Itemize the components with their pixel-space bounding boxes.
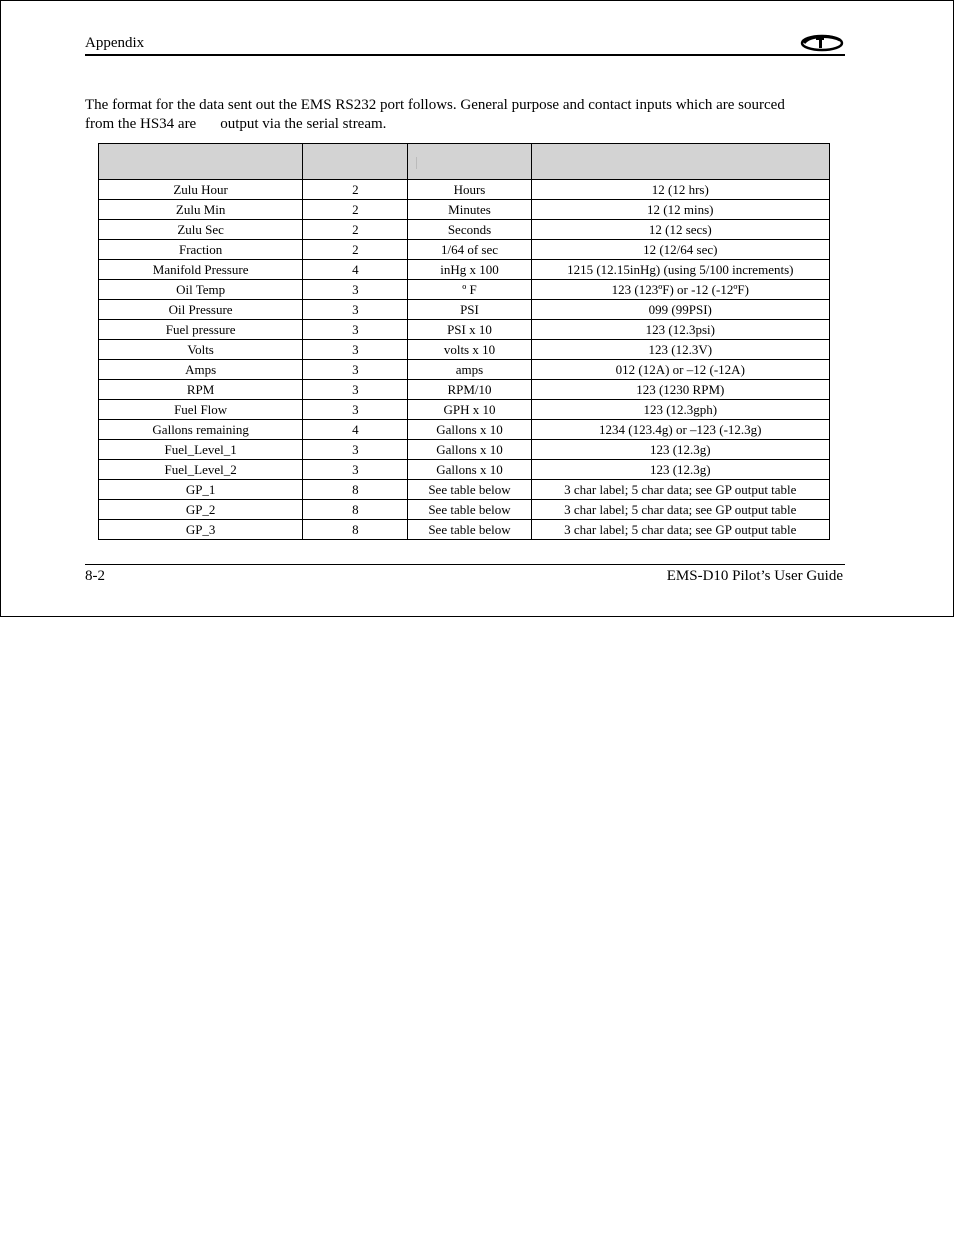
table-body <box>99 180 830 540</box>
table-cell: Fraction <box>99 240 303 260</box>
table-row <box>99 360 830 380</box>
table-cell: RPM <box>99 380 303 400</box>
table-header-cell <box>99 144 303 180</box>
table-cell: 012 (12A) or –12 (-12A) <box>531 360 829 380</box>
table-cell: Oil Temp <box>99 280 303 300</box>
intro-line-2a: from the HS34 are <box>85 116 197 132</box>
table-cell: 3 <box>303 340 408 360</box>
table-cell: amps <box>408 360 531 380</box>
table-cell: Fuel Flow <box>99 400 303 420</box>
table-cell: GPH x 10 <box>408 400 531 420</box>
table-cell: inHg x 100 <box>408 260 531 280</box>
serial-data-table <box>98 143 830 540</box>
table-cell: 8 <box>303 500 408 520</box>
table-cell: 123 (12.3psi) <box>531 320 829 340</box>
table-row <box>99 320 830 340</box>
table-cell: GP_1 <box>99 480 303 500</box>
table-cell: Manifold Pressure <box>99 260 303 280</box>
table-cell: GP_2 <box>99 500 303 520</box>
intro-line-1: The format for the data sent out the EMS RS232 port follows. General purpose and contact inputs which are sourced <box>85 97 785 113</box>
table-cell: 123 (1230 RPM) <box>531 380 829 400</box>
table-cell: Seconds <box>408 220 531 240</box>
table-cell: Fuel pressure <box>99 320 303 340</box>
table-cell: Hours <box>408 180 531 200</box>
table-cell: 1/64 of sec <box>408 240 531 260</box>
table-cell: 3 <box>303 400 408 420</box>
header-title: Appendix <box>85 35 145 51</box>
table-row <box>99 400 830 420</box>
table-row <box>99 420 830 440</box>
table-cell: Amps <box>99 360 303 380</box>
table-cell: 3 <box>303 440 408 460</box>
dynon-logo-icon <box>800 34 844 52</box>
table-cell: Gallons x 10 <box>408 440 531 460</box>
table-row <box>99 380 830 400</box>
page-frame <box>0 0 954 617</box>
table-cell: 123 (12.3g) <box>531 440 829 460</box>
table-cell: 3 <box>303 460 408 480</box>
table-cell: Volts <box>99 340 303 360</box>
table-cell: 2 <box>303 200 408 220</box>
table-cell: Minutes <box>408 200 531 220</box>
table-cell: 8 <box>303 480 408 500</box>
table-cell: Zulu Min <box>99 200 303 220</box>
table-cell: 12 (12 mins) <box>531 200 829 220</box>
table-cell: 12 (12 secs) <box>531 220 829 240</box>
table-cell: 123 (12.3g) <box>531 460 829 480</box>
table-row <box>99 440 830 460</box>
table-cell: 3 <box>303 300 408 320</box>
table-row <box>99 500 830 520</box>
table-cell: 2 <box>303 220 408 240</box>
table-cell: Oil Pressure <box>99 300 303 320</box>
page-footer <box>85 564 845 584</box>
table-header-cell <box>408 144 531 180</box>
table-cell: 12 (12/64 sec) <box>531 240 829 260</box>
table-cell: 8 <box>303 520 408 540</box>
table-cell: PSI <box>408 300 531 320</box>
table-row <box>99 280 830 300</box>
table-row <box>99 180 830 200</box>
table-cell: See table below <box>408 500 531 520</box>
table-row <box>99 200 830 220</box>
table-cell: GP_3 <box>99 520 303 540</box>
guide-title: EMS-D10 Pilot’s User Guide <box>666 568 843 584</box>
table-row <box>99 220 830 240</box>
table-cell: 1215 (12.15inHg) (using 5/100 increments) <box>531 260 829 280</box>
table-header-cell <box>531 144 829 180</box>
table-cell: 123 (123ºF) or -12 (-12ºF) <box>531 280 829 300</box>
table-row <box>99 520 830 540</box>
table-cell: 4 <box>303 420 408 440</box>
table-cell: 099 (99PSI) <box>531 300 829 320</box>
table-row <box>99 340 830 360</box>
table-header-row <box>99 144 830 180</box>
table-header-cell <box>303 144 408 180</box>
table-cell: 123 (12.3V) <box>531 340 829 360</box>
page-header <box>85 34 845 56</box>
table-cell: 123 (12.3gph) <box>531 400 829 420</box>
table-cell: 12 (12 hrs) <box>531 180 829 200</box>
table-cell: RPM/10 <box>408 380 531 400</box>
table-cell: Gallons x 10 <box>408 460 531 480</box>
table-cell: 2 <box>303 180 408 200</box>
table-row <box>99 480 830 500</box>
intro-paragraph <box>85 96 845 134</box>
table-cell: 1234 (123.4g) or –123 (-12.3g) <box>531 420 829 440</box>
table-cell: 2 <box>303 240 408 260</box>
page-number: 8-2 <box>85 568 105 584</box>
table-cell: Zulu Hour <box>99 180 303 200</box>
intro-line-2b: output via the serial stream. <box>220 116 387 132</box>
table-cell: Fuel_Level_2 <box>99 460 303 480</box>
table-cell: 3 <box>303 380 408 400</box>
table-cell: Gallons x 10 <box>408 420 531 440</box>
table-cell: 3 <box>303 280 408 300</box>
table-cell: Gallons remaining <box>99 420 303 440</box>
table-cell: º F <box>408 280 531 300</box>
table-cell: 3 <box>303 360 408 380</box>
table-cell: 3 char label; 5 char data; see GP output table <box>531 500 829 520</box>
table-cell: 3 char label; 5 char data; see GP output table <box>531 520 829 540</box>
table-cell: PSI x 10 <box>408 320 531 340</box>
table-cell: Zulu Sec <box>99 220 303 240</box>
table-cell: See table below <box>408 520 531 540</box>
table-row <box>99 260 830 280</box>
table-row <box>99 460 830 480</box>
table-cell: 3 char label; 5 char data; see GP output table <box>531 480 829 500</box>
table-cell: volts x 10 <box>408 340 531 360</box>
table-row <box>99 300 830 320</box>
table-cell: 3 <box>303 320 408 340</box>
table-cell: 4 <box>303 260 408 280</box>
table-cell: Fuel_Level_1 <box>99 440 303 460</box>
table-cell: See table below <box>408 480 531 500</box>
table-row <box>99 240 830 260</box>
